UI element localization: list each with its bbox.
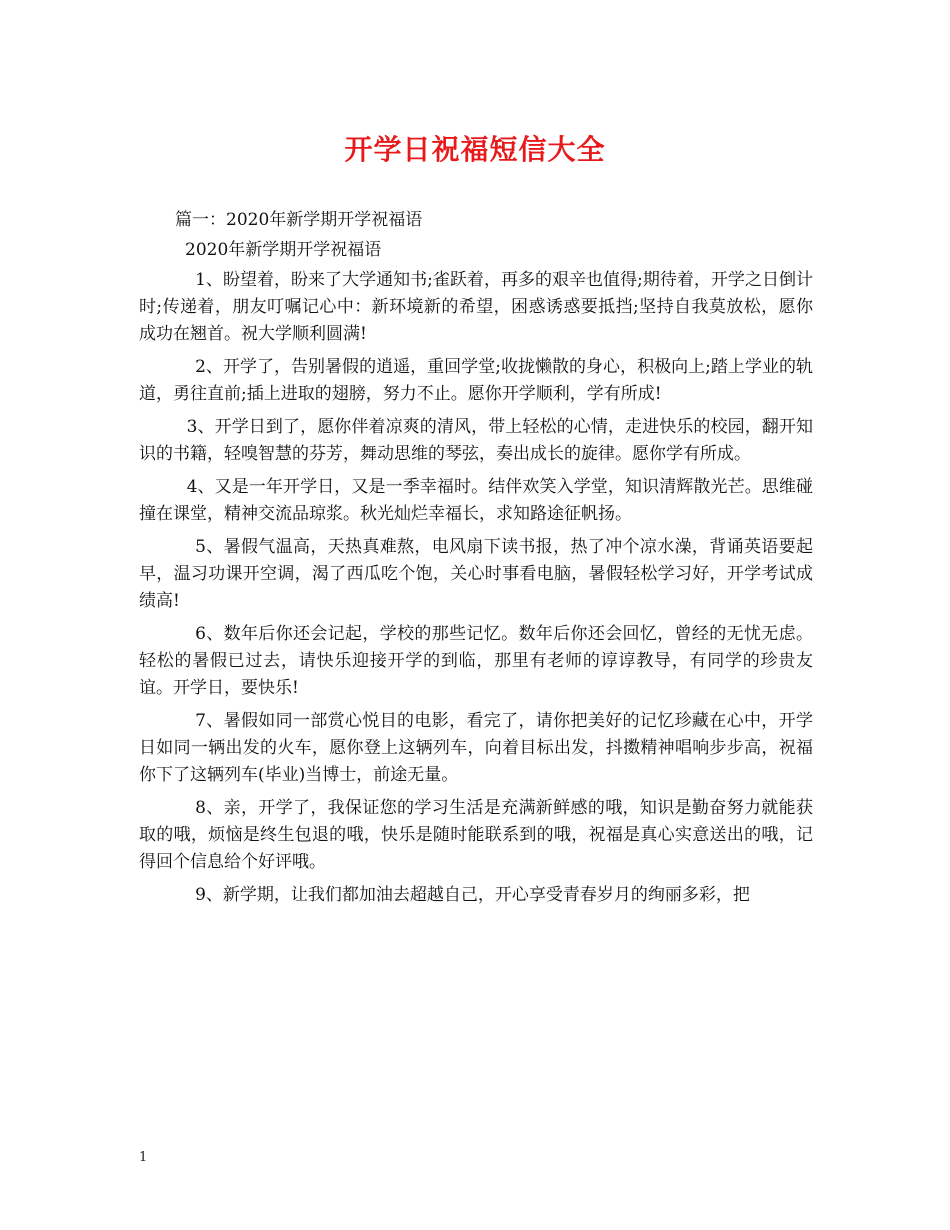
paragraph-6 <box>139 621 813 702</box>
paragraph-2 <box>139 354 813 408</box>
paragraph-5 <box>139 534 813 615</box>
paragraph-text: 6、数年后你还会记起，学校的那些记忆。数年后你还会回忆，曾经的无忧无虑。轻松的暑假已过去，请快乐迎接开学的到临，那里有老师的谆谆教导，有同学的珍贵友谊。开学日，要快乐! <box>139 624 813 698</box>
paragraph-text: 9、新学期，让我们都加油去超越自己，开心享受青春岁月的绚丽多彩，把 <box>195 885 750 905</box>
paragraph-7 <box>139 708 813 789</box>
paragraph-3 <box>139 414 813 468</box>
document-body <box>139 207 813 915</box>
paragraph-text: 3、开学日到了，愿你伴着凉爽的清风，带上轻松的心情，走进快乐的校园，翻开知识的书籍，轻嗅智慧的芬芳，舞动思维的琴弦，奏出成长的旋律。愿你学有所成。 <box>139 417 813 464</box>
section-heading: 篇一：2020年新学期开学祝福语 <box>175 210 423 230</box>
paragraph-text: 5、暑假气温高，天热真难熬，电风扇下读书报，热了冲个凉水澡，背诵英语要起早，温习功课开空调，渴了西瓜吃个饱，关心时事看电脑，暑假轻松学习好，开学考试成绩高! <box>139 537 813 611</box>
paragraph-8 <box>139 795 813 876</box>
page-number: 1 <box>139 1150 148 1165</box>
document-title: 开学日祝福短信大全 <box>344 133 606 166</box>
paragraph-1 <box>139 267 813 348</box>
paragraph-text: 8、亲，开学了，我保证您的学习生活是充满新鲜感的哦，知识是勤奋努力就能获取的哦，烦恼是终生包退的哦，快乐是随时能联系到的哦，祝福是真心实意送出的哦，记得回个信息给个好评哦。 <box>139 798 813 872</box>
paragraph-text: 4、又是一年开学日，又是一季幸福时。结伴欢笑入学堂，知识清辉散光芒。思维碰撞在课堂，精神交流品琼浆。秋光灿烂幸福长，求知路途征帆扬。 <box>139 477 813 524</box>
paragraph-9 <box>139 882 813 909</box>
paragraph-text: 7、暑假如同一部赏心悦目的电影，看完了，请你把美好的记忆珍藏在心中，开学日如同一辆出发的火车，愿你登上这辆列车，向着目标出发，抖擞精神唱响步步高，祝福你下了这辆列车(毕业)当博士，前途无量。 <box>139 711 813 785</box>
paragraph-4 <box>139 474 813 528</box>
sub-heading: 2020年新学期开学祝福语 <box>185 240 382 260</box>
paragraph-text: 1、盼望着，盼来了大学通知书;雀跃着，再多的艰辛也值得;期待着，开学之日倒计时;传递着，朋友叮嘱记心中：新环境新的希望，困惑诱惑要抵挡;坚持自我莫放松，愿你成功在翘首。祝大学顺利圆满! <box>139 270 813 344</box>
paragraph-text: 2、开学了，告别暑假的逍遥，重回学堂;收拢懒散的身心，积极向上;踏上学业的轨道，勇往直前;插上进取的翅膀，努力不止。愿你开学顺利，学有所成! <box>139 357 813 404</box>
